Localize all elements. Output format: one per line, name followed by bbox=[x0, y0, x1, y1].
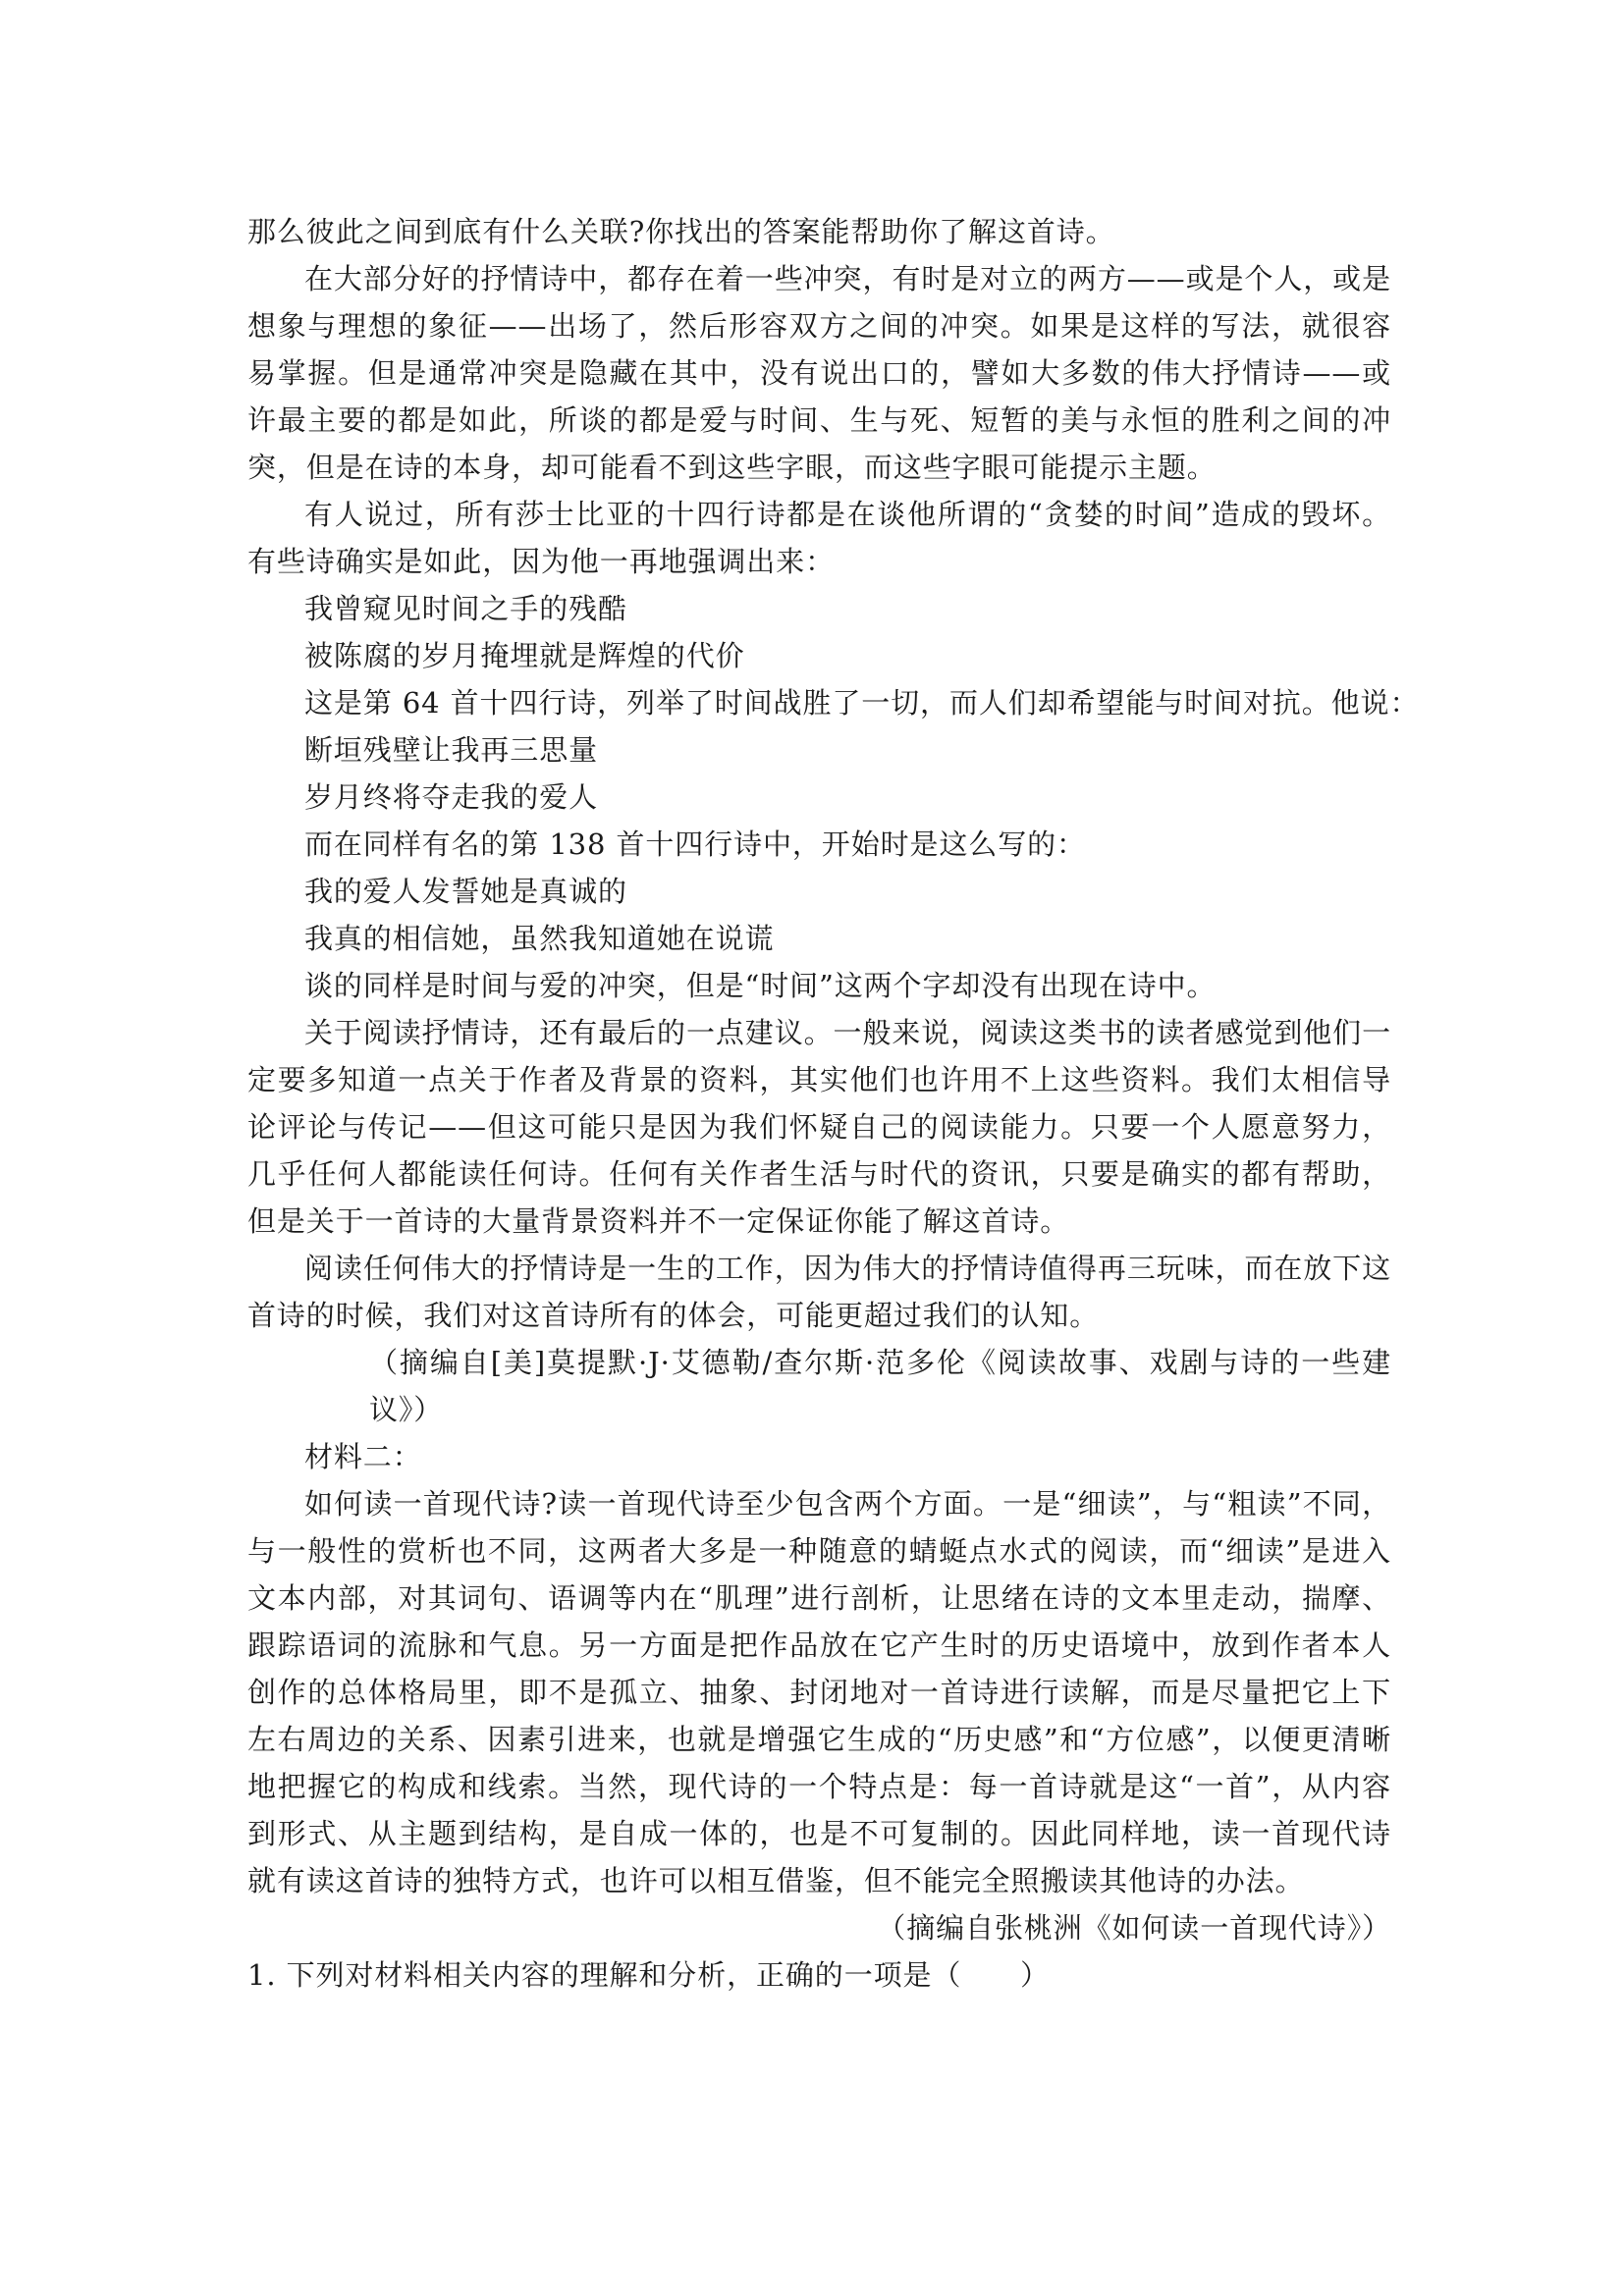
paragraph-continuation: 那么彼此之间到底有什么关联?你找出的答案能帮助你了解这首诗。 bbox=[247, 215, 1115, 248]
paragraph-shakespeare: 有人说过，所有莎士比亚的十四行诗都是在谈他所谓的“贪婪的时间”造成的毁坏。有些诗确实是如此，因为他一再地强调出来： bbox=[247, 498, 1391, 578]
verse-line: 我真的相信她，虽然我知道她在说谎 bbox=[304, 922, 775, 955]
verse-line: 断垣残壁让我再三思量 bbox=[304, 733, 599, 767]
source-citation-2: （摘编自张桃洲《如何读一首现代诗》） bbox=[877, 1911, 1391, 1945]
paragraph-lifetime-work: 阅读任何伟大的抒情诗是一生的工作，因为伟大的抒情诗值得再三玩味，而在放下这首诗的时候，我们对这首诗所有的体会，可能更超过我们的认知。 bbox=[247, 1252, 1391, 1332]
paragraph-sonnet-64: 这是第 64 首十四行诗，列举了时间战胜了一切，而人们却希望能与时间对抗。他说： bbox=[304, 686, 1420, 720]
paragraph-conflict: 在大部分好的抒情诗中，都存在着一些冲突，有时是对立的两方——或是个人，或是想象与理想的象征——出场了，然后形容双方之间的冲突。如果是这样的写法，就很容易掌握。但是通常冲突是隐藏在其中，没有说出口的，譬如大多数的伟大抒情诗——或许最主要的都是如此，所谈的都是爱与时间、生与死、短暂的美与永恒的胜利之间的冲突，但是在诗的本身，却可能看不到这些字眼，而这些字眼可能提示主题。 bbox=[247, 262, 1391, 484]
verse-line: 我曾窥见时间之手的残酷 bbox=[304, 592, 627, 625]
paragraph-time-love: 谈的同样是时间与爱的冲突，但是“时间”这两个字却没有出现在诗中。 bbox=[304, 969, 1217, 1002]
paragraph-sonnet-138: 而在同样有名的第 138 首十四行诗中，开始时是这么写的： bbox=[304, 828, 1086, 861]
paragraph-modern-poetry: 如何读一首现代诗?读一首现代诗至少包含两个方面。一是“细读”，与“粗读”不同，与一般性的赏析也不同，这两者大多是一种随意的蜻蜓点水式的阅读，而“细读”是进入文本内部，对其词句、语调等内在“肌理”进行剖析，让思绪在诗的文本里走动，揣摩、跟踪语词的流脉和气息。另一方面是把作品放在它产生时的历史语境中，放到作者本人创作的总体格局里，即不是孤立、抽象、封闭地对一首诗进行读解，而是尽量把它上下左右周边的关系、因素引进来，也就是增强它生成的“历史感”和“方位感”，以便更清晰地把握它的构成和线索。当然，现代诗的一个特点是：每一首诗就是这“一首”，从内容到形式、从主题到结构，是自成一体的，也是不可复制的。因此同样地，读一首现代诗就有读这首诗的独特方式，也许可以相互借鉴，但不能完全照搬读其他诗的办法。 bbox=[247, 1487, 1391, 1897]
material-2-label: 材料二： bbox=[304, 1440, 422, 1473]
question-1: 1. 下列对材料相关内容的理解和分析，正确的一项是（ ） bbox=[247, 1958, 1050, 1992]
paragraph-advice: 关于阅读抒情诗，还有最后的一点建议。一般来说，阅读这类书的读者感觉到他们一定要多知道一点关于作者及背景的资料，其实他们也许用不上这些资料。我们太相信导论评论与传记——但这可能只是因为我们怀疑自己的阅读能力。只要一个人愿意努力，几乎任何人都能读任何诗。任何有关作者生活与时代的资讯，只要是确实的都有帮助，但是关于一首诗的大量背景资料并不一定保证你能了解这首诗。 bbox=[247, 1016, 1391, 1238]
source-citation-1: （摘编自[美]莫提默·J·艾德勒/查尔斯·范多伦《阅读故事、戏剧与诗的一些建议》） bbox=[369, 1346, 1391, 1426]
document-page bbox=[247, 208, 1420, 1999]
verse-line: 我的爱人发誓她是真诚的 bbox=[304, 875, 627, 908]
verse-line: 被陈腐的岁月掩埋就是辉煌的代价 bbox=[304, 639, 745, 672]
verse-line: 岁月终将夺走我的爱人 bbox=[304, 780, 599, 814]
